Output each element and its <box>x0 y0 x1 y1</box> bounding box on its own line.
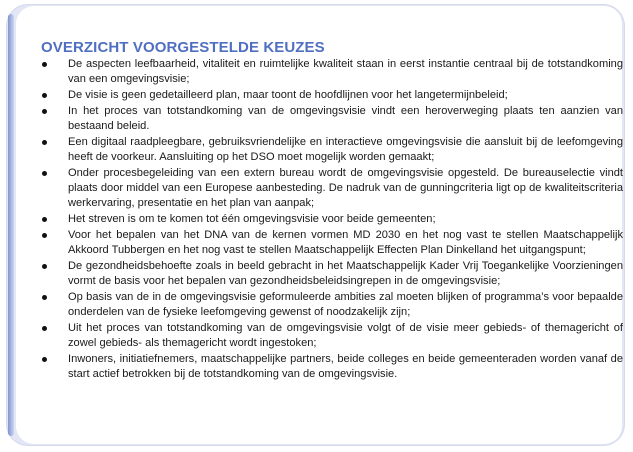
list-item <box>38 321 623 351</box>
list-item-text: Voor het bepalen van het DNA van de kernen vormen MD 2030 en het nog vast te stellen Maatschappelijk Akkoord Tubbergen en het nog vast te stellen Maatschappelijk Effecten Plan Dinkelland het uitgangspunt; <box>68 229 623 256</box>
list-item <box>38 57 623 87</box>
list-item-text: Het streven is om te komen tot één omgevingsvisie voor beide gemeenten; <box>68 213 436 225</box>
bullet-dot-icon <box>42 171 47 176</box>
list-item <box>38 166 623 211</box>
list-item-text: De gezondheidsbehoefte zoals in beeld gebracht in het Maatschappelijk Kader Vrij Toegankelijke Voorzieningen vormt de basis voor het bepalen van gezondheidsbeleidsingrepen in de omgevingsvisie; <box>68 260 623 287</box>
list-item <box>38 228 623 258</box>
bullet-dot-icon <box>42 140 47 145</box>
bullet-dot-icon <box>42 357 47 362</box>
list-item-text: Uit het proces van totstandkoming van de omgevingsvisie volgt of de visie meer gebieds- of themagericht of zowel gebieds- als themagericht wordt ingestoken; <box>68 322 623 349</box>
list-item-text: Onder procesbegeleiding van een extern bureau wordt de omgevingsvisie opgesteld. De bureauselectie vindt plaats door middel van een Europese aanbesteding. De nadruk van de gunningcriteria ligt op de kwaliteitscriteria werkervaring, presentatie en het plan van aanpak; <box>68 167 623 209</box>
list-item <box>38 259 623 289</box>
bullet-dot-icon <box>42 93 47 98</box>
bullet-dot-icon <box>42 109 47 114</box>
bullet-dot-icon <box>42 217 47 222</box>
list-item-text: De aspecten leefbaarheid, vitaliteit en ruimtelijke kwaliteit staan in eerst instantie centraal bij de totstandkoming van een omgevingsvisie; <box>68 58 623 85</box>
list-item <box>38 212 623 227</box>
list-item <box>38 290 623 320</box>
list-item-text: Op basis van de in de omgevingsvisie geformuleerde ambities zal moeten blijken of programma’s voor bepaalde onderdelen van de fysieke leefomgeving gewenst of noodzakelijk zijn; <box>68 291 623 318</box>
bullet-dot-icon <box>42 62 47 67</box>
list-item <box>38 352 623 382</box>
bullet-dot-icon <box>42 326 47 331</box>
section-heading: OVERZICHT VOORGESTELDE KEUZES <box>41 39 325 56</box>
list-item-text: De visie is geen gedetailleerd plan, maar toont de hoofdlijnen voor het langetermijnbeleid; <box>68 89 508 101</box>
list-item-text: In het proces van totstandkoming van de omgevingsvisie vindt een heroverweging plaats ten aanzien van bestaand beleid. <box>68 105 623 132</box>
choices-list <box>38 57 623 383</box>
bullet-dot-icon <box>42 264 47 269</box>
list-item <box>38 135 623 165</box>
list-item-text: Een digitaal raadpleegbare, gebruiksvriendelijke en interactieve omgevingsvisie die aansluit bij de leefomgeving heeft de voorkeur. Aansluiting op het DSO moet mogelijk worden gemaakt; <box>68 136 623 163</box>
list-item-text: Inwoners, initiatiefnemers, maatschappelijke partners, beide colleges en beide gemeenteraden worden vanaf de start actief betrokken bij de totstandkoming van de omgevingsvisie. <box>68 353 623 380</box>
bullet-dot-icon <box>42 295 47 300</box>
bullet-dot-icon <box>42 233 47 238</box>
list-item <box>38 104 623 134</box>
list-item <box>38 88 623 103</box>
